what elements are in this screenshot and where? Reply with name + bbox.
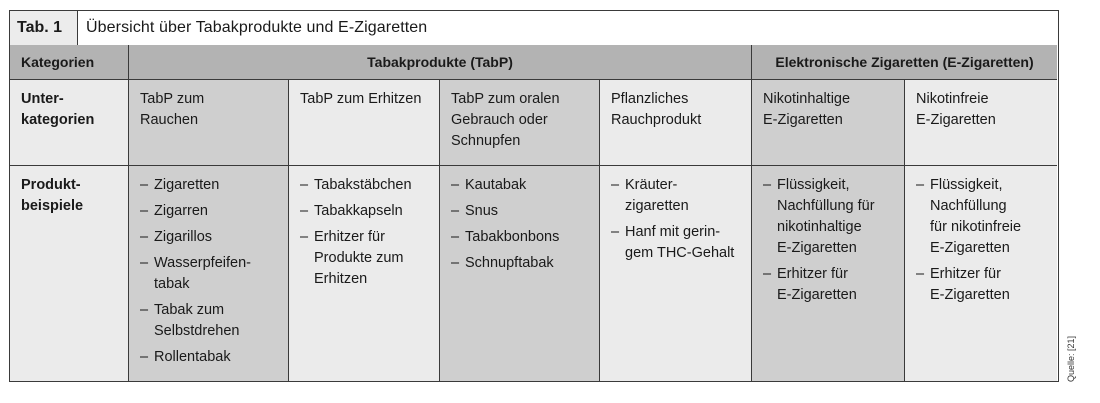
example-list [763, 175, 897, 306]
list-item: – Flüssigkeit, Nachfüllung für nikotinhaltige E-Zigaretten [763, 175, 897, 259]
list-item: – Tabak zum Selbstdrehen [140, 300, 281, 342]
table-number: Tab. 1 [10, 11, 78, 45]
list-item: – Erhitzer für Produkte zum Erhitzen [300, 227, 432, 290]
list-item: – Erhitzer für E-Zigaretten [916, 264, 1049, 306]
examples-cell-pflanzlich [600, 166, 752, 269]
table-frame [9, 10, 1059, 382]
example-list [611, 175, 744, 264]
example-list [300, 175, 432, 290]
subcategory-cell: Pflanzliches Rauchprodukt [611, 91, 702, 128]
row-label-produktbeispiele: Produkt- beispiele [21, 177, 84, 214]
table-title: Übersicht über Tabakprodukte und E-Zigaretten [86, 19, 428, 36]
example-list [451, 175, 592, 274]
list-item: – Rollentabak [140, 347, 281, 368]
example-list [916, 175, 1049, 306]
list-item: – Erhitzer für E-Zigaretten [763, 264, 897, 306]
list-item: – Tabakstäbchen [300, 175, 432, 196]
list-item: – Hanf mit gerin- gem THC-Gehalt [611, 222, 744, 264]
subcategory-cell: Nikotinfreie E-Zigaretten [916, 91, 996, 128]
examples-cell-nikotinhaltig [752, 166, 905, 311]
list-item: – Zigarren [140, 201, 281, 222]
subcategory-cell: TabP zum Rauchen [140, 91, 205, 128]
list-item: – Flüssigkeit, Nachfüllung für nikotinfreie E-Zigaretten [916, 175, 1049, 259]
list-item: – Snus [451, 201, 592, 222]
source-note: Quelle: [21] [1066, 335, 1076, 382]
row-label-unterkategorien: Unter- kategorien [21, 91, 95, 128]
table-title-row [10, 11, 1057, 46]
list-item: – Tabakbonbons [451, 227, 592, 248]
list-item: – Schnupftabak [451, 253, 592, 274]
examples-cell-erhitzen [289, 166, 440, 295]
header-kategorien: Kategorien [10, 45, 129, 79]
subcategory-cell: TabP zum oralen Gebrauch oder Schnupfen [451, 91, 560, 149]
examples-cell-nikotinfrei [905, 166, 1057, 311]
header-tabakprodukte: Tabakprodukte (TabP) [129, 45, 752, 79]
list-item: – Wasserpfeifen- tabak [140, 253, 281, 295]
list-item: – Zigarillos [140, 227, 281, 248]
example-list [140, 175, 281, 368]
list-item: – Kautabak [451, 175, 592, 196]
subcategory-cell: TabP zum Erhitzen [300, 91, 422, 107]
list-item: – Zigaretten [140, 175, 281, 196]
header-e-zigaretten: Elektronische Zigaretten (E-Zigaretten) [752, 45, 1057, 79]
subcategory-cell: Nikotinhaltige E-Zigaretten [763, 91, 851, 128]
list-item: – Kräuter- zigaretten [611, 175, 744, 217]
examples-cell-oral [440, 166, 600, 279]
list-item: – Tabakkapseln [300, 201, 432, 222]
examples-cell-rauchen [129, 166, 289, 373]
